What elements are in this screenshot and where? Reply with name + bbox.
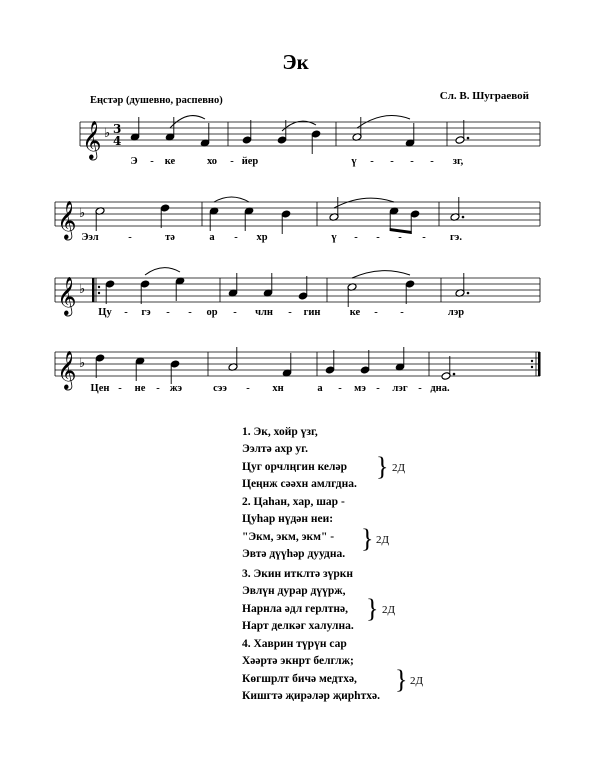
note [263, 273, 273, 297]
note [135, 357, 145, 381]
verse-line: Нарт делкәг халулна. [242, 619, 354, 632]
repeat-end-thick [538, 352, 541, 376]
lyric-syllable: хр [256, 232, 268, 243]
lyric-syllable: Ээл [81, 232, 99, 243]
time-signature-bottom: 4 [113, 134, 122, 148]
lyric-syllable: - [118, 383, 122, 394]
note [441, 356, 455, 380]
note [450, 197, 464, 221]
verse-line: Цеңнж сәәхн амлгдна. [242, 477, 357, 490]
lyric-syllable: хо [206, 156, 218, 167]
lyric-syllable: - [376, 383, 380, 394]
verse-line: Цуһар нүдән неи: [242, 513, 334, 526]
lyric-syllable: жэ [169, 383, 183, 394]
lyric-syllable: - [166, 307, 170, 318]
lyric-syllable: Э [130, 156, 138, 167]
lyric-syllable: - [124, 307, 128, 318]
tempo-marking: Еңстәр (душевно, распевно) [90, 95, 223, 106]
verse-2 [242, 494, 345, 563]
lyric-syllable: не [134, 383, 146, 394]
verse-line: Көгшрлт бичә медтхә, [242, 672, 357, 685]
note [395, 347, 405, 371]
note [329, 197, 339, 221]
lyric-syllable: - [233, 307, 237, 318]
verse-line: "Экм, экм, экм" - [242, 530, 335, 543]
lyric-syllable: а [317, 383, 323, 394]
augmentation-dot [467, 137, 470, 140]
treble-clef: 𝄞 [57, 276, 77, 315]
repeat-mark: 2Д [382, 604, 396, 616]
lyric-syllable: а [209, 232, 215, 243]
slur [214, 197, 249, 202]
treble-clef: 𝄞 [57, 200, 77, 239]
note [130, 117, 140, 141]
verse-line: Эвлүн дурар дүүрж, [242, 585, 346, 598]
lyric-syllable: - [150, 156, 154, 167]
repeat-brace: } [395, 665, 408, 694]
note [95, 207, 105, 231]
lyric-syllable: дна. [430, 383, 450, 394]
staff-system [55, 347, 541, 394]
slur [352, 271, 410, 278]
lyric-syllable: - [400, 307, 404, 318]
lyric-syllable: Цен [90, 383, 110, 394]
augmentation-dot [462, 216, 465, 219]
lyric-syllable: ор [206, 307, 218, 318]
lyric-syllable: - [354, 232, 358, 243]
note [410, 210, 420, 234]
slur [334, 198, 394, 208]
repeat-brace: } [366, 594, 379, 623]
lyric-syllable: йер [241, 156, 259, 167]
verse-line: Цуг орчлңгин келәр [242, 460, 347, 473]
staff-system [80, 116, 540, 167]
note [311, 130, 321, 154]
note [405, 123, 415, 147]
note [105, 280, 115, 304]
augmentation-dot [453, 373, 456, 376]
lyric-syllable: Цу [98, 307, 112, 318]
key-signature-flat: ♭ [79, 206, 86, 221]
lyric-syllable: - [128, 232, 132, 243]
verse-line: 2. Цаһан, хар, шар - [242, 496, 345, 508]
key-signature-flat: ♭ [79, 282, 86, 297]
lyric-syllable: - [288, 307, 292, 318]
verse-4 [242, 636, 380, 705]
note [405, 280, 415, 304]
slur [282, 121, 316, 131]
repeat-mark: 2Д [410, 675, 424, 687]
verse-line: Ээлтә ахр уг. [242, 443, 308, 456]
lyric-syllable: - [188, 307, 192, 318]
note [360, 350, 370, 374]
lyric-syllable: - [418, 383, 422, 394]
repeat-mark: 2Д [376, 534, 390, 546]
lyric-syllable: мэ [354, 383, 366, 394]
lyric-syllable: лэр [447, 307, 465, 318]
treble-clef: 𝄞 [82, 120, 102, 159]
lyric-syllable: - [246, 383, 250, 394]
slur [145, 268, 180, 275]
note [160, 204, 170, 228]
verse-line: 1. Эк, хойр үзг, [242, 426, 318, 438]
lyric-syllable: - [370, 156, 374, 167]
lyric-syllable: - [410, 156, 414, 167]
verse-3 [242, 566, 354, 635]
repeat-dot [531, 360, 533, 362]
note [282, 353, 292, 377]
lyricist-credit: Сл. В. Шуграевой [439, 90, 529, 102]
repeat-start-thick [92, 278, 95, 302]
lyric-syllable: члн [255, 307, 273, 318]
song-title: Эк [282, 50, 309, 74]
lyric-syllable: гэ. [450, 232, 462, 243]
lyric-syllable: - [230, 156, 234, 167]
note [228, 347, 238, 371]
verse-line: Хәәртә экнрт белглж; [242, 655, 354, 668]
lyric-syllable: - [398, 232, 402, 243]
lyric-syllable: сээ [213, 383, 227, 394]
note [298, 276, 308, 300]
note [165, 117, 175, 141]
note [242, 120, 252, 144]
lyric-syllable: ү [351, 156, 357, 167]
repeat-dot [98, 292, 100, 294]
note [277, 120, 287, 144]
note [352, 117, 362, 141]
note [209, 207, 219, 231]
note [455, 273, 469, 297]
key-signature-flat: ♭ [104, 126, 111, 141]
lyric-syllable: - [376, 232, 380, 243]
lyric-syllable: гэ [141, 307, 151, 318]
verse-line: 3. Экин итклтә зүркн [242, 568, 354, 580]
time-signature-top: 3 [113, 122, 122, 136]
lyric-syllable: ке [164, 156, 176, 167]
note [325, 350, 335, 374]
lyric-syllable: лэг [392, 383, 408, 394]
lyric-syllable: - [374, 307, 378, 318]
lyric-syllable: - [422, 232, 426, 243]
lyric-syllable: ү [331, 232, 337, 243]
lyric-syllable: зг, [452, 156, 464, 167]
note [95, 354, 105, 378]
verse-1 [242, 424, 357, 493]
repeat-brace: } [376, 452, 389, 481]
verse-line: 4. Хаврин түрүн сар [242, 638, 347, 650]
lyric-syllable: - [156, 383, 160, 394]
lyric-syllable: тә [165, 232, 175, 243]
repeat-dot [98, 286, 100, 288]
augmentation-dot [467, 292, 470, 295]
verse-line: Нарнла әдл герлтнә, [242, 602, 349, 615]
lyric-syllable: - [390, 156, 394, 167]
repeat-mark: 2Д [392, 462, 406, 474]
staff-system [55, 197, 540, 243]
note [281, 210, 291, 234]
treble-clef: 𝄞 [57, 350, 77, 389]
verse-line: Кишгтә җирәләр җирһтхә. [242, 689, 380, 702]
lyric-syllable: хн [272, 383, 284, 394]
note [347, 283, 357, 307]
note [200, 123, 210, 147]
staff-system [55, 268, 540, 318]
note [389, 207, 399, 231]
repeat-brace: } [361, 524, 374, 553]
note [170, 360, 180, 384]
lyric-syllable: ке [349, 307, 361, 318]
lyric-syllable: гин [303, 307, 321, 318]
note [140, 280, 150, 304]
key-signature-flat: ♭ [79, 356, 86, 371]
lyric-syllable: - [338, 383, 342, 394]
verse-line: Эвтә дүүһәр дуудна. [242, 547, 346, 560]
note [455, 120, 469, 144]
note [175, 277, 185, 301]
lyric-syllable: - [234, 232, 238, 243]
lyric-syllable: - [430, 156, 434, 167]
note [228, 273, 238, 297]
note [244, 207, 254, 231]
repeat-dot [531, 366, 533, 368]
